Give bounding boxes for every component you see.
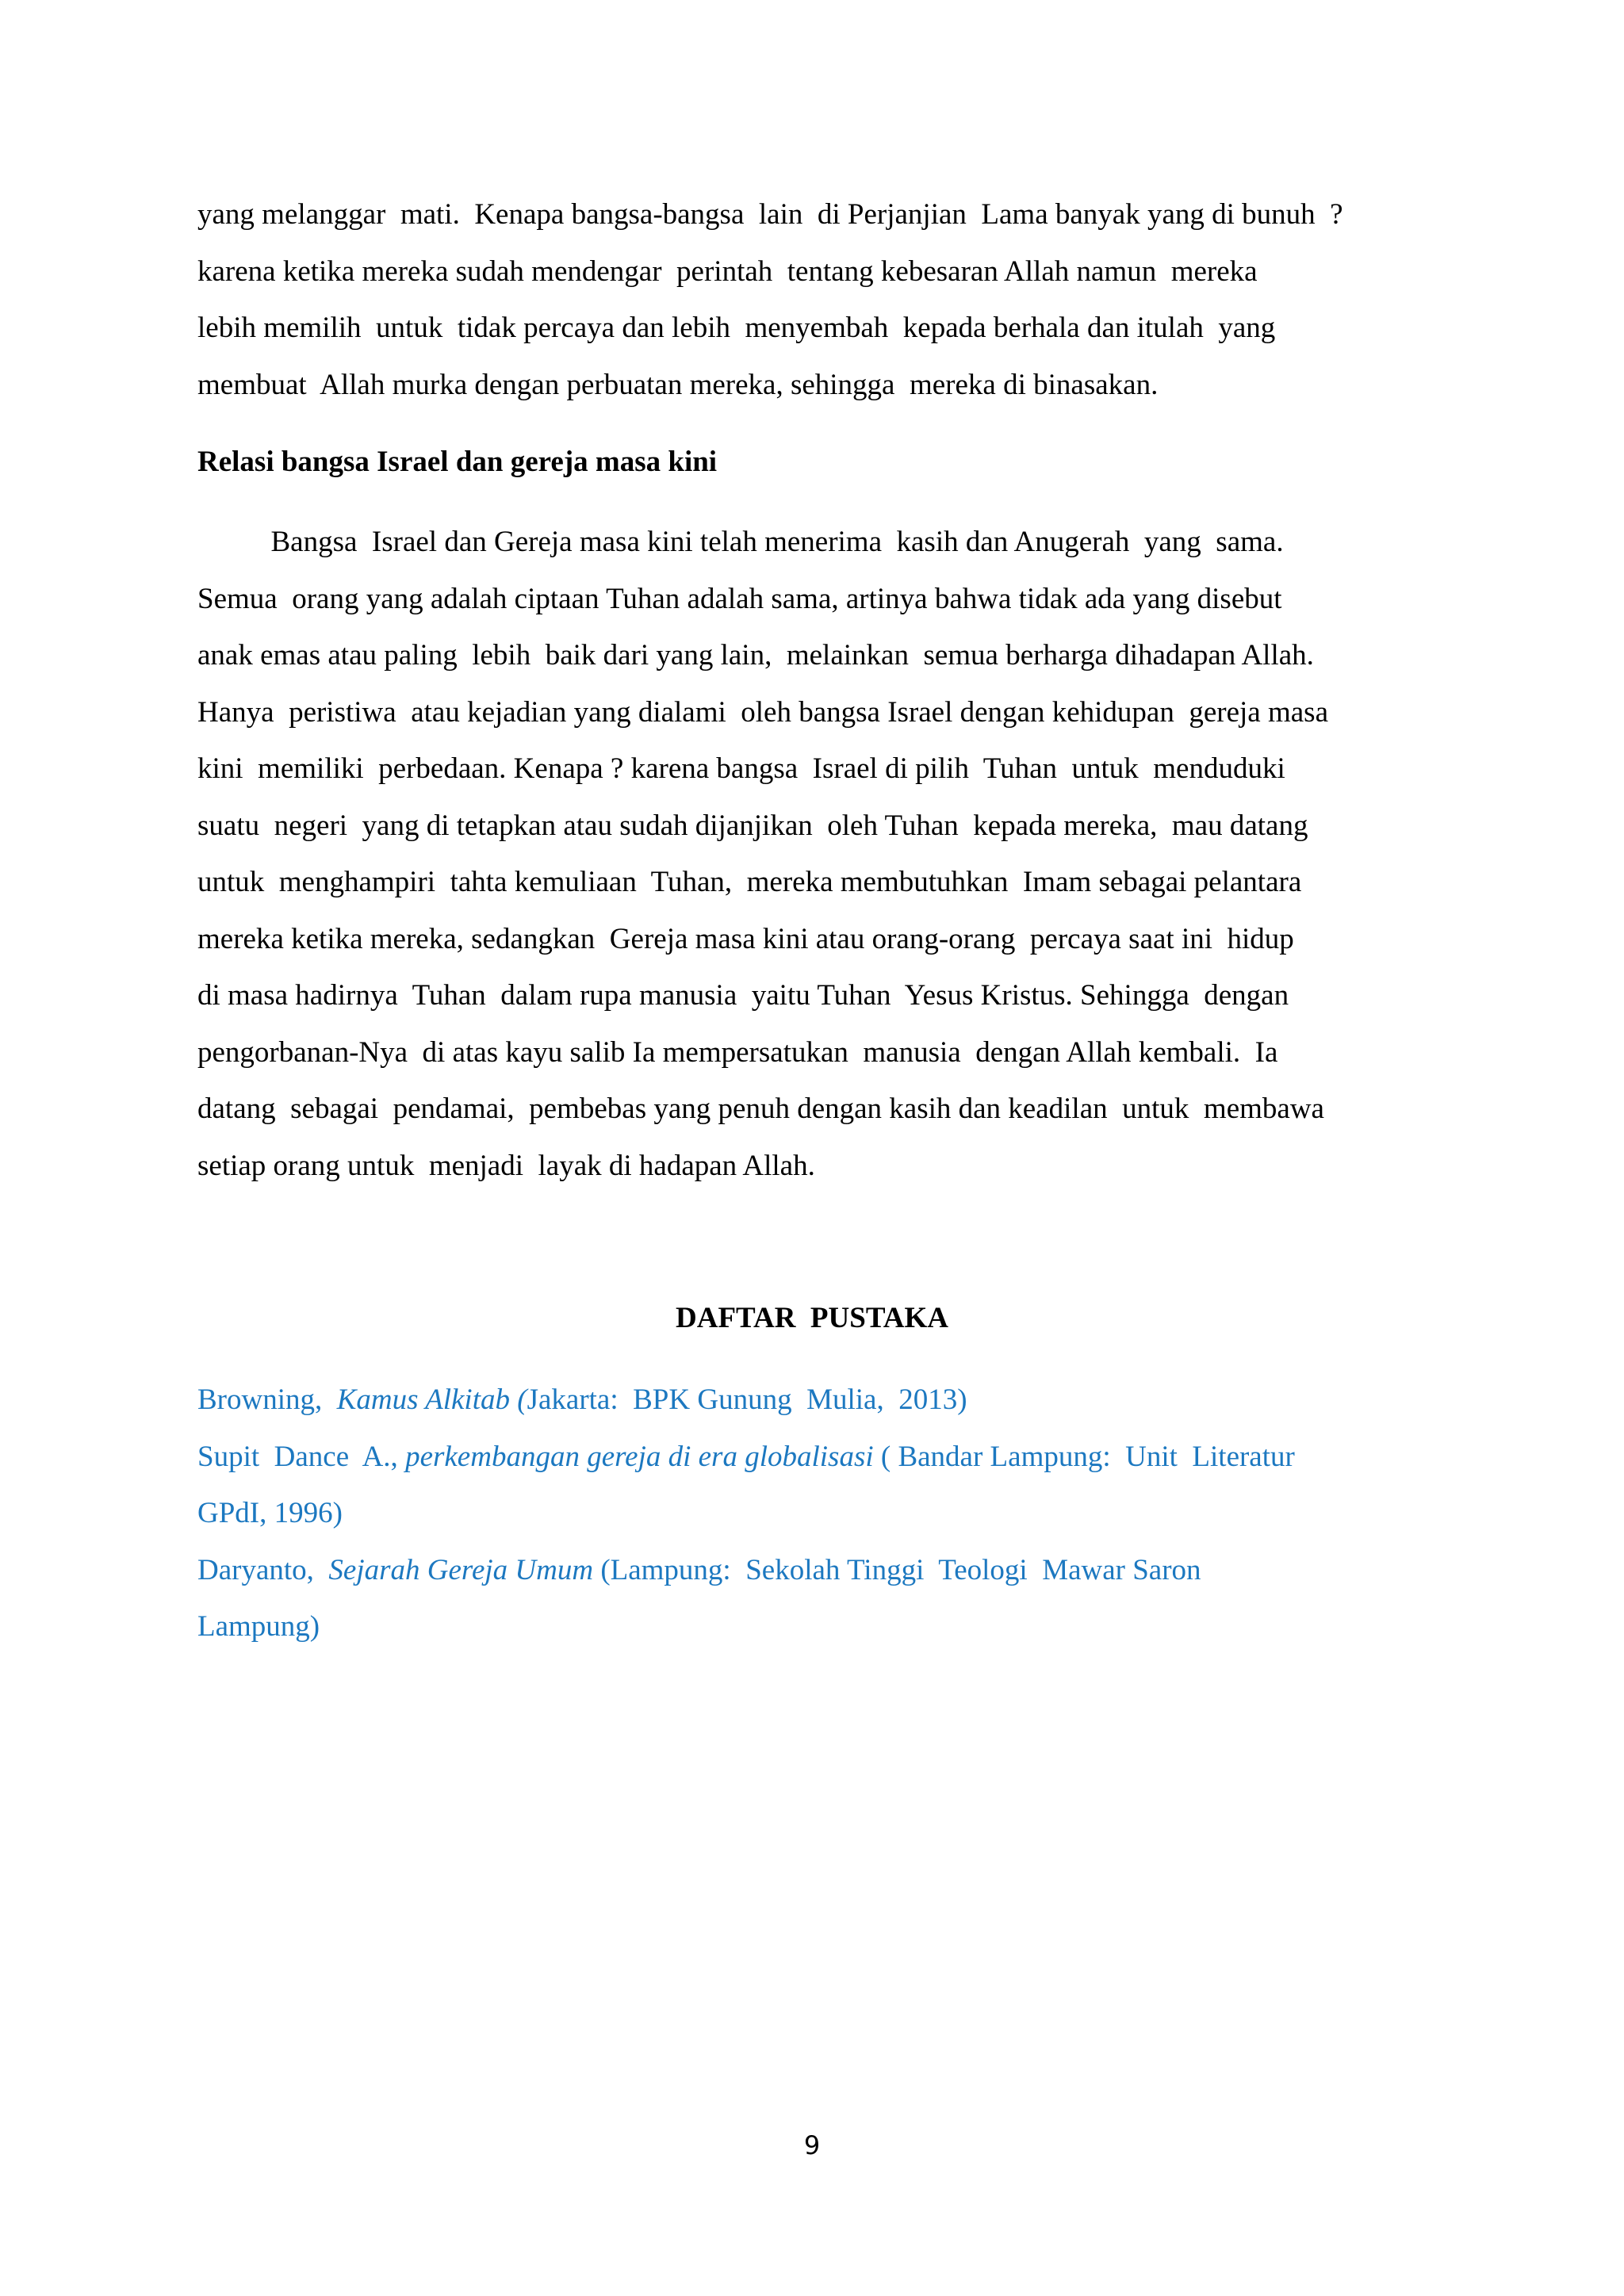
paragraph-line: di masa hadirnya Tuhan dalam rupa manusia yaitu Tuhan Yesus Kristus. Sehingga dengan <box>197 979 1289 1012</box>
paragraph-line: mereka ketika mereka, sedangkan Gereja masa kini atau orang-orang percaya saat ini hidup <box>197 922 1294 955</box>
paragraph-line: anak emas atau paling lebih baik dari yang lain, melainkan semua berharga dihadapan Allah. <box>197 639 1314 672</box>
references-title: DAFTAR PUSTAKA <box>676 1302 948 1334</box>
paragraph-line: lebih memilih untuk tidak percaya dan lebih menyembah kepada berhala dan itulah yang <box>197 312 1276 344</box>
paragraph-line: untuk menghampiri tahta kemuliaan Tuhan, mereka membutuhkan Imam sebagai pelantara <box>197 866 1302 898</box>
paragraph-line: pengorbanan-Nya di atas kayu salib Ia mempersatukan manusia dengan Allah kembali. Ia <box>197 1035 1278 1069</box>
opening-paragraph <box>197 186 1434 413</box>
reference-title: perkembangan gereja di era globalisasi <box>405 1440 874 1473</box>
reference-author: Supit Dance A., <box>197 1440 406 1473</box>
section-heading: Relasi bangsa Israel dan gereja masa kini <box>197 446 718 478</box>
paragraph-line: suatu negeri yang di tetapkan atau sudah dijanjikan oleh Tuhan kepada mereka, mau datang <box>197 809 1308 842</box>
reference-author: Daryanto, <box>197 1553 329 1586</box>
reference-entry[interactable] <box>197 1372 1434 1429</box>
reference-title: Sejarah Gereja Umum <box>328 1553 594 1586</box>
page-number: 9 <box>803 2130 821 2160</box>
reference-continuation[interactable]: GPdI, 1996) <box>197 1497 343 1529</box>
reference-publisher: Jakarta: BPK Gunung Mulia, 2013) <box>527 1383 967 1416</box>
main-paragraph <box>197 514 1434 1194</box>
paragraph-line: yang melanggar mati. Kenapa bangsa-bangsa lain di Perjanjian Lama banyak yang di bunuh ? <box>197 198 1343 231</box>
paragraph-line: Semua orang yang adalah ciptaan Tuhan adalah sama, artinya bahwa tidak ada yang disebut <box>197 582 1282 615</box>
reference-author: Browning, <box>197 1383 337 1416</box>
paragraph-line: setiap orang untuk menjadi layak di hadapan Allah. <box>197 1149 815 1182</box>
paragraph-line: Hanya peristiwa atau kejadian yang dialami oleh bangsa Israel dengan kehidupan gereja masa <box>197 695 1328 729</box>
paragraph-line: karena ketika mereka sudah mendengar perintah tentang kebesaran Allah namun mereka <box>197 254 1258 288</box>
reference-publisher: (Lampung: Sekolah Tinggi Teologi Mawar Saron <box>593 1553 1201 1586</box>
paragraph-line: membuat Allah murka dengan perbuatan mereka, sehingga mereka di binasakan. <box>197 368 1159 401</box>
reference-entry[interactable] <box>197 1542 1434 1599</box>
reference-continuation[interactable]: Lampung) <box>197 1610 320 1643</box>
reference-list <box>197 1372 1434 1655</box>
paragraph-line: datang sebagai pendamai, pembebas yang penuh dengan kasih dan keadilan untuk membawa <box>197 1093 1324 1125</box>
reference-title: Kamus Alkitab ( <box>336 1383 527 1416</box>
paragraph-line: Bangsa Israel dan Gereja masa kini telah menerima kasih dan Anugerah yang sama. <box>197 526 1284 558</box>
paragraph-line: kini memiliki perbedaan. Kenapa ? karena bangsa Israel di pilih Tuhan untuk menduduki <box>197 752 1285 785</box>
reference-publisher: ( Bandar Lampung: Unit Literatur <box>873 1440 1295 1473</box>
reference-entry[interactable] <box>197 1429 1434 1486</box>
